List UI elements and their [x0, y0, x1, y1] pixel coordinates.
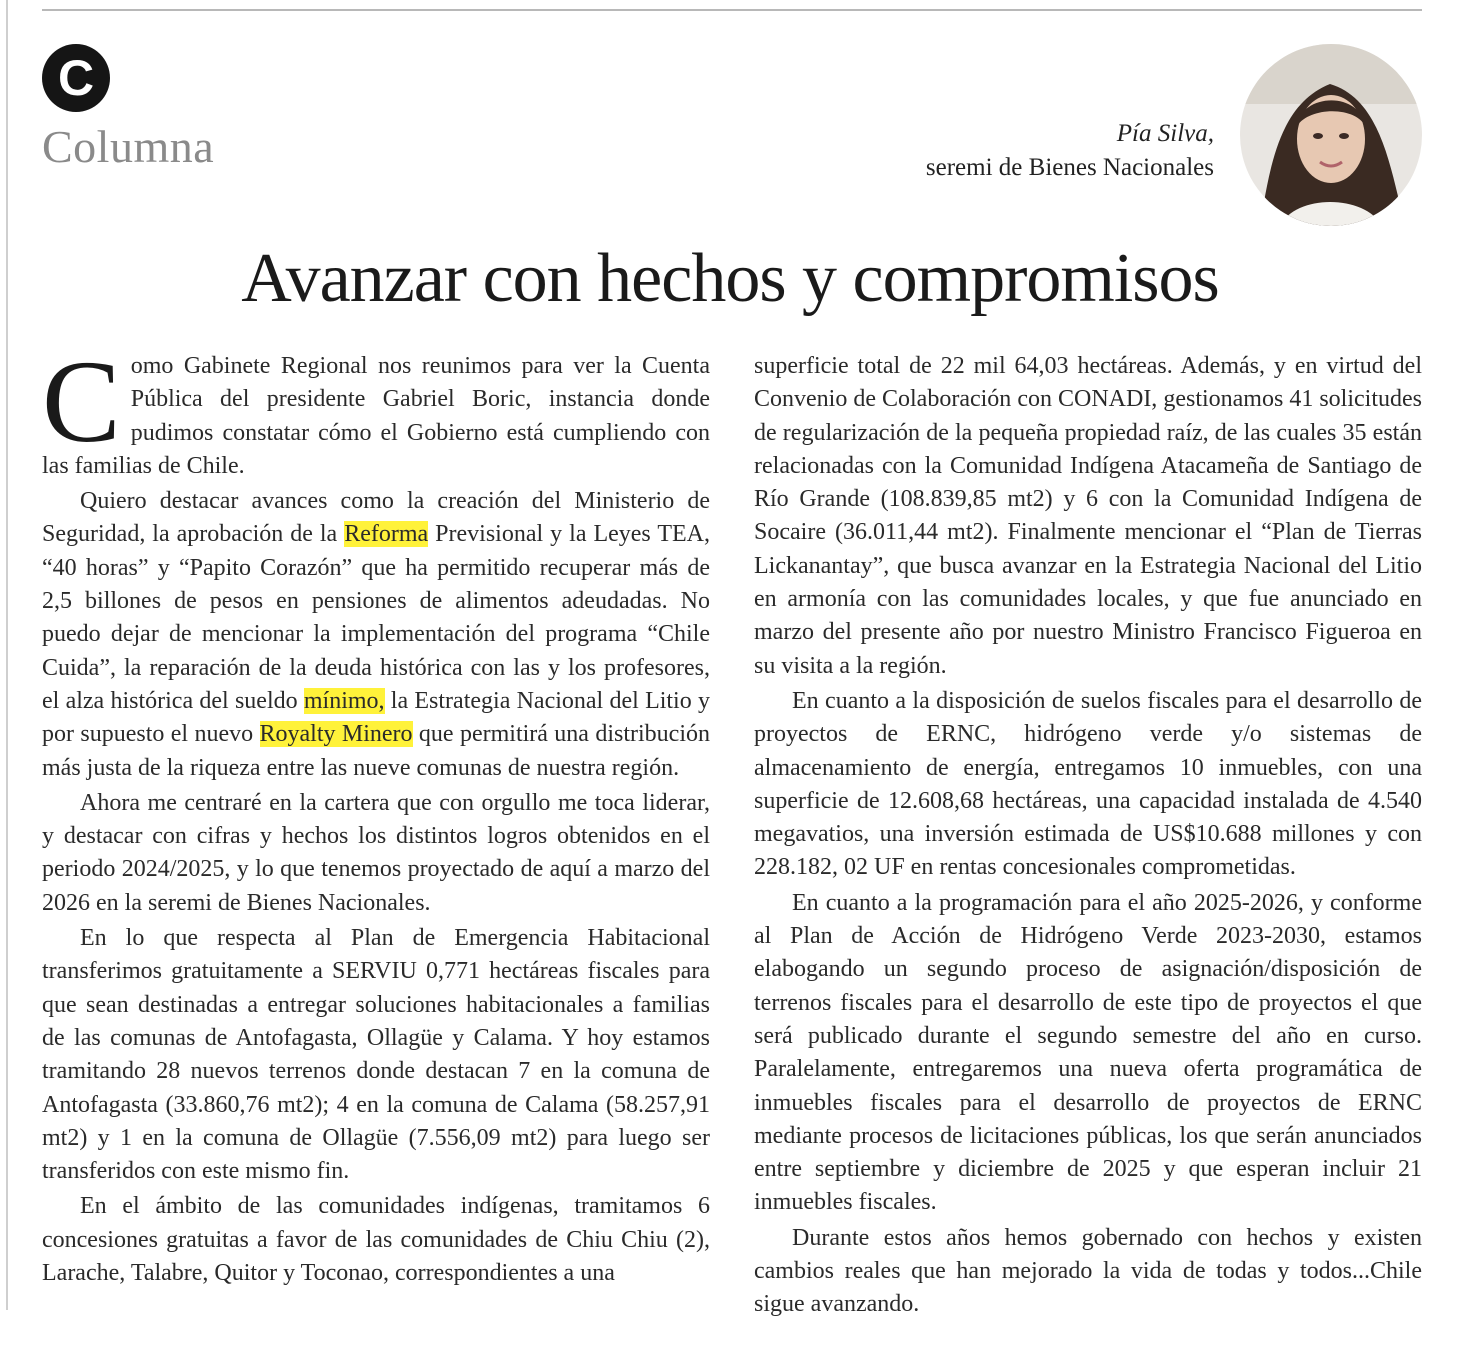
- highlighted-text: Royalty Minero: [259, 721, 413, 748]
- paragraph: Ahora me centraré en la cartera que con orgullo me toca liderar, y destacar con cifras y hechos los distintos logros obtenidos en el periodo 2024/2025, y lo que tenemos proyectado de aquí a marzo del 2026 en la seremi de Bienes Nacionales.: [42, 789, 710, 916]
- section-label: Columna: [42, 121, 215, 172]
- paragraph: [42, 485, 710, 785]
- paragraph: superficie total de 22 mil 64,03 hectáreas. Además, y en virtud del Convenio de Colaboración con CONADI, gestionamos 41 solicitudes de regularización de la pequeña propiedad raíz, de las cuales 35 están relacionadas con la Comunidad Indígena Atacameña de Santiago de Río Grande (108.839,85 mt2) y 6 con la Comunidad Indígena de Socaire (36.011,44 mt2). Finalmente mencionar el “Plan de Tierras Lickanantay”, que busca avanzar en la Estrategia Nacional del Litio en armonía con las comunidades locales, y que fue anunciado en marzo del presente año por nuestro Ministro Francisco Figueroa en su visita a la región.: [754, 353, 1422, 679]
- paragraph: [42, 336, 710, 483]
- paragraph-text: Previsional y la Leyes TEA, “40 horas” y “Papito Corazón” que ha permitido recuperar más de 2,5 billones de pesos en pensiones de alimentos adeudadas. No puedo dejar de mencionar la implementación del programa “Chile Cuida”, la reparación de la deuda histórica con las y los profesores, el alza histórica del sueldo: [42, 521, 710, 714]
- drop-cap: C: [42, 336, 121, 467]
- article-column-right: [754, 350, 1422, 1322]
- paragraph-text: la Estrategia Nacional del Litio y por supuesto el nuevo: [42, 687, 710, 748]
- article-column-left: [42, 336, 711, 1290]
- author-photo: [1240, 44, 1422, 226]
- paragraph: En el ámbito de las comunidades indígenas, tramitamos 6 concesiones gratuitas a favor de las comunidades de Chiu Chiu (2), Larache, Talabre, Quitor y Toconao, correspondientes a una: [42, 1193, 710, 1287]
- paragraph-text: omo Gabinete Regional nos reunimos para ver la Cuenta Pública del presidente Gabriel Boric, instancia donde pudimos constatar cómo el Gobierno está cumpliendo con las familias de Chile.: [42, 353, 710, 479]
- paragraph: En lo que respecta al Plan de Emergencia Habitacional transferimos gratuitamente a SERVIU 0,771 hectáreas fiscales para que sean destinadas a entregar soluciones habitacionales a familias de las comunas de Antofagasta, Ollagüe y Calama. Y hoy estamos tramitando 28 nuevos terrenos donde destacan 7 en la comuna de Antofagasta (33.860,76 mt2); 4 en la comuna de Calama (58.257,91 mt2) y 1 en la comuna de Ollagüe (7.556,09 mt2) para luego ser transferidos con este mismo fin.: [42, 925, 710, 1185]
- highlighted-text: mínimo,: [303, 687, 385, 714]
- author-name: Pía Silva,: [1116, 120, 1214, 147]
- author-portrait-image: [1240, 44, 1422, 226]
- author-role: seremi de Bienes Nacionales: [925, 154, 1214, 181]
- paragraph-text: que permitirá una distribución más justa de la riqueza entre las nueve comunas de nuestra región.: [42, 721, 711, 781]
- page-edge: [6, 0, 8, 1310]
- highlighted-text: Reforma: [344, 521, 429, 548]
- paragraph: En cuanto a la disposición de suelos fiscales para el desarrollo de proyectos de ERNC, hidrógeno verde y/o sistemas de almacenamiento de energía, entregamos 10 inmuebles, con una superficie de 12.608,68 hectáreas, una capacidad instalada de 4.540 megavatios, una inversión estimada de US$10.688 millones y con 228.182, 02 UF en rentas concesionales comprometidas.: [754, 687, 1422, 881]
- paragraph: En cuanto a la programación para el año 2025-2026, y conforme al Plan de Acción de Hidrógeno Verde 2023-2030, estamos elabogando un segundo proceso de asignación/disposición de terrenos fiscales para el desarrollo de este tipo de proyectos el que será publicado durante el segundo semestre del año en curso. Paralelamente, entregaremos una nueva oferta programática de inmuebles fiscales para el desarrollo de proyectos de ERNC mediante procesos de licitaciones públicas, los que serán anunciados entre septiembre y diciembre de 2025 y que esperan incluir 21 inmuebles fiscales.: [754, 889, 1422, 1216]
- column-logo: [42, 44, 110, 112]
- logo-letter: C: [57, 50, 95, 106]
- paragraph-text: Quiero destacar avances como la creación del Ministerio de Seguridad, la aprobación de la: [42, 488, 710, 548]
- headline: Avanzar con hechos y compromisos: [241, 240, 1219, 317]
- top-rule: [42, 9, 1422, 11]
- paragraph: Durante estos años hemos gobernado con hechos y existen cambios reales que han mejorado la vida de todas y todos...Chile sigue avanzando.: [754, 1224, 1422, 1318]
